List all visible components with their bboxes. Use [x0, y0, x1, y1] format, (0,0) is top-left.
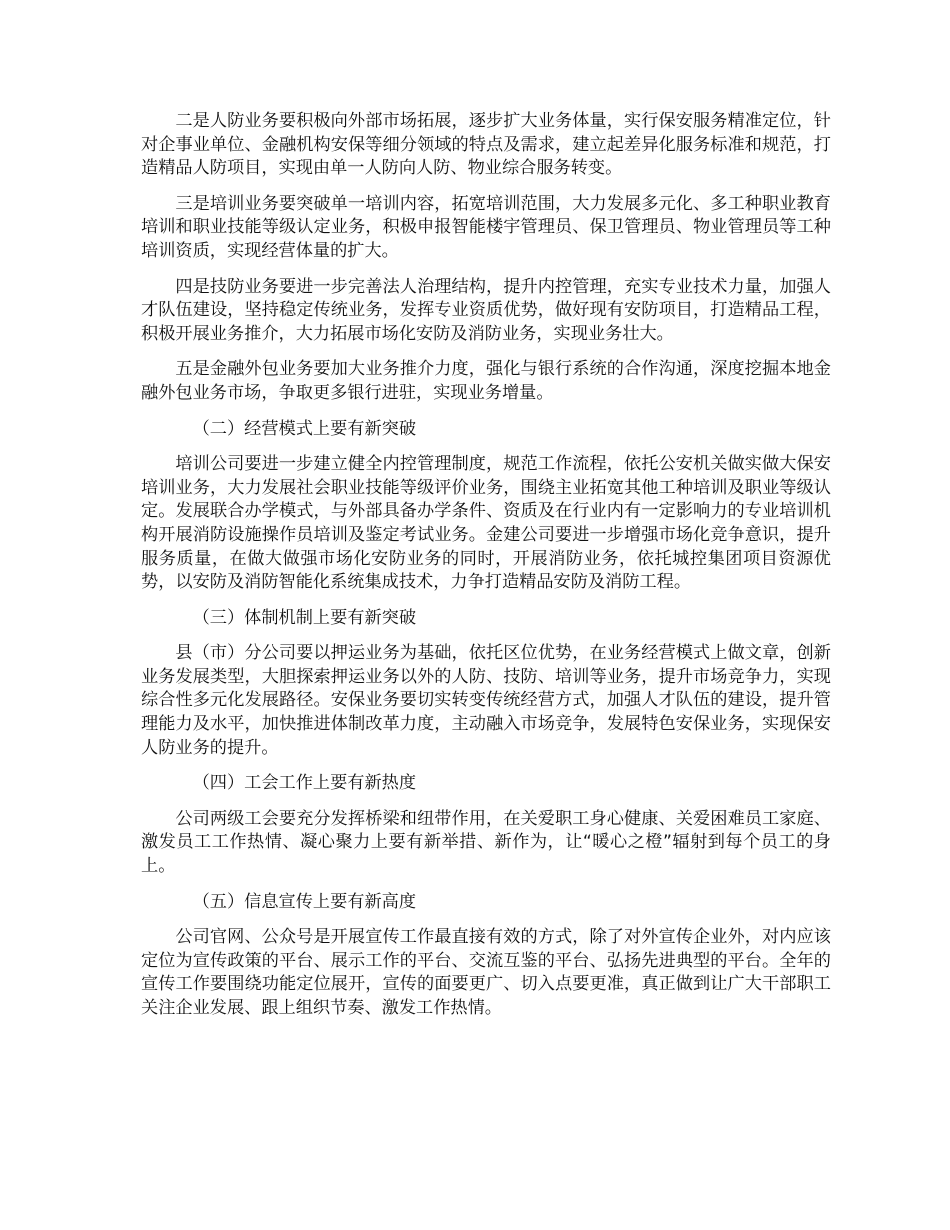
paragraph-union-work: 公司两级工会要充分发挥桥梁和纽带作用，在关爱职工身心健康、关爱困难员工家庭、激发员工工作热情、凝心聚力上要有新举措、新作为，让“暖心之橙”辐射到每个员工的身上。: [141, 808, 831, 877]
paragraph-training-business: 三是培训业务要突破单一培训内容，拓宽培训范围，大力发展多元化、多工种职业教育培训和职业技能等级认定业务，积极申报智能楼宇管理员、保卫管理员、物业管理员等工种培训资质，实现经营体量的扩大。: [141, 193, 831, 261]
paragraph-institutional-mechanism: 县（市）分公司要以押运业务为基础，依托区位优势，在业务经营模式上做文章，创新业务发展类型，大胆探索押运业务以外的人防、技防、培训等业务，提升市场竞争力，实现综合性多元化发展路径。安保业务要切实转变传统经营方式，加强人才队伍的建设，提升管理能力及水平，加快推进体制改革力度，主动融入市场竞争，发展特色安保业务，实现保安人防业务的提升。: [141, 643, 831, 758]
paragraph-technical-security: 四是技防业务要进一步完善法人治理结构，提升内控管理，充实专业技术力量，加强人才队伍建设，坚持稳定传统业务，发挥专业资质优势，做好现有安防项目，打造精品工程，积极开展业务推介，大力拓展市场化安防及消防业务，实现业务壮大。: [141, 276, 831, 344]
paragraph-business-model: 培训公司要进一步建立健全内控管理制度，规范工作流程，依托公安机关做实做大保安培训业务，大力发展社会职业技能等级评价业务，围绕主业拓宽其他工种培训及职业等级认定。发展联合办学模式，与外部具备办学条件、资质及在行业内有一定影响力的专业培训机构开展消防设施操作员培训及鉴定考试业务。金建公司要进一步增强市场化竞争意识，提升服务质量，在做大做强市场化安防业务的同时，开展消防业务，依托城控集团项目资源优势，以安防及消防智能化系统集成技术，力争打造精品安防及消防工程。: [141, 454, 831, 593]
paragraph-publicity: 公司官网、公众号是开展宣传工作最直接有效的方式，除了对外宣传企业外，对内应该定位为宣传政策的平台、展示工作的平台、交流互鉴的平台、弘扬先进典型的平台。全年的宣传工作要围绕功能定位展开，宣传的面要更广、切入点要更准，真正做到让广大干部职工关注企业发展、跟上组织节奏、激发工作热情。: [141, 927, 831, 1018]
section-heading-institutional-mechanism: （三）体制机制上要有新突破: [192, 607, 417, 628]
document-page: [141, 110, 831, 1033]
section-heading-publicity: （五）信息宣传上要有新高度: [192, 891, 417, 912]
section-heading-business-model: （二）经营模式上要有新突破: [192, 418, 417, 439]
section-heading-union-work: （四）工会工作上要有新热度: [192, 773, 417, 794]
paragraph-financial-outsourcing: 五是金融外包业务要加大业务推介力度，强化与银行系统的合作沟通，深度挖掘本地金融外包业务市场，争取更多银行进驻，实现业务增量。: [141, 359, 831, 403]
paragraph-personnel-security: 二是人防业务要积极向外部市场拓展，逐步扩大业务体量，实行保安服务精准定位，针对企事业单位、金融机构安保等细分领域的特点及需求，建立起差异化服务标准和规范，打造精品人防项目，实现由单一人防向人防、物业综合服务转变。: [141, 111, 831, 179]
